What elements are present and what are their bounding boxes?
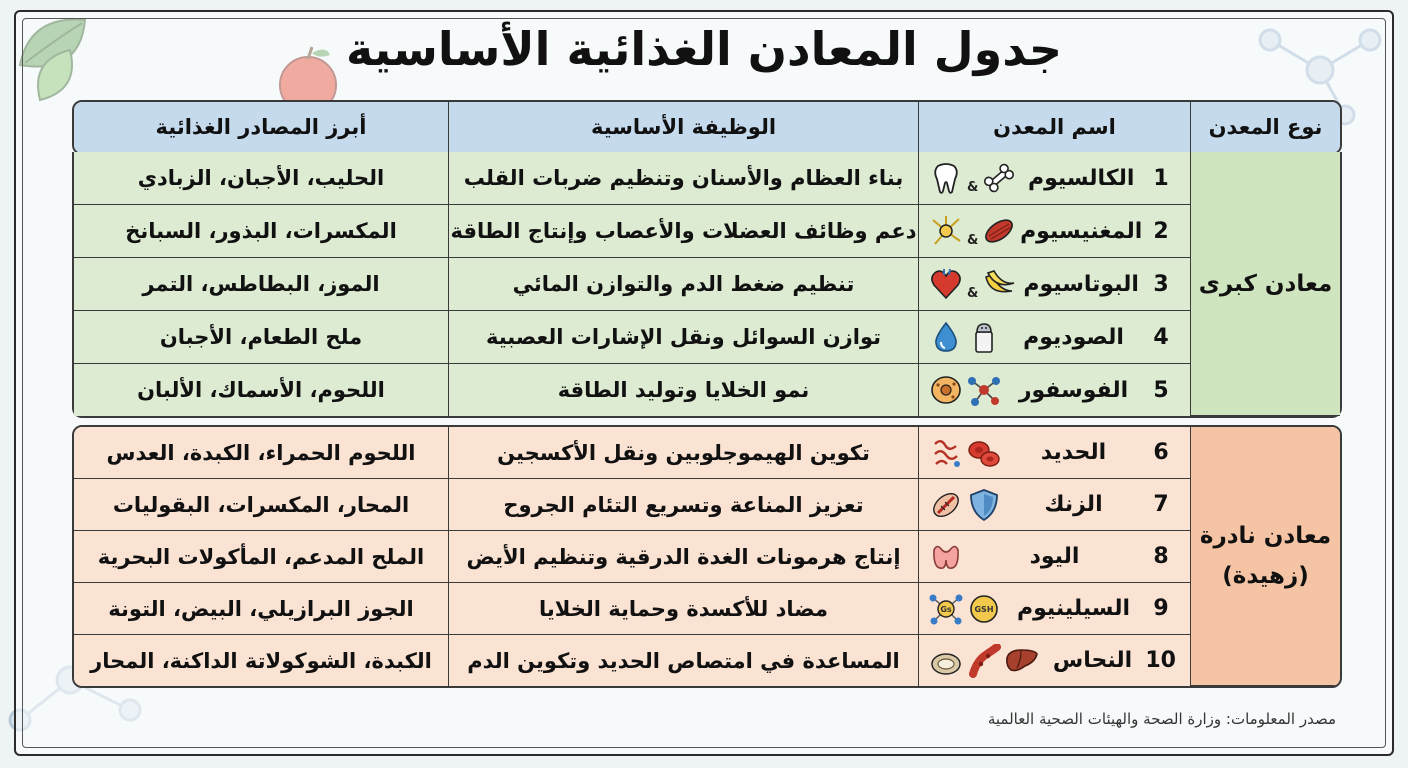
cell-icon xyxy=(929,373,963,407)
mineral-number: 6 xyxy=(1153,440,1169,465)
header-type: نوع المعدن xyxy=(1190,102,1340,153)
mineral-name-cell xyxy=(918,531,1190,583)
mineral-sources: المكسرات، البذور، السبانخ xyxy=(74,205,448,258)
mineral-number: 8 xyxy=(1153,544,1169,569)
mineral-icons xyxy=(929,488,1001,522)
mineral-name-cell xyxy=(918,258,1190,311)
mineral-icons xyxy=(929,373,1001,407)
header-sources: أبرز المصادر الغذائية xyxy=(74,102,448,153)
svg-text:GSH: GSH xyxy=(974,604,994,614)
mineral-function: تنظيم ضغط الدم والتوازن المائي xyxy=(448,258,918,311)
mineral-function: تعزيز المناعة وتسريع التئام الجروح xyxy=(448,479,918,531)
hemoglobin-icon xyxy=(929,436,963,470)
tooth-icon xyxy=(929,161,963,195)
mineral-name-cell xyxy=(918,311,1190,364)
ampersand: & xyxy=(967,180,979,195)
table-row xyxy=(74,205,1340,258)
heart-icon xyxy=(929,267,963,301)
table-row xyxy=(74,531,1340,583)
mineral-icons xyxy=(929,267,1016,301)
mineral-sources: الموز، البطاطس، التمر xyxy=(74,258,448,311)
mineral-number: 4 xyxy=(1153,324,1169,350)
mineral-number: 9 xyxy=(1153,596,1169,621)
table-row xyxy=(74,152,1340,205)
gs-molecule-icon xyxy=(929,592,963,626)
neuron-icon xyxy=(929,214,963,248)
banana-icon xyxy=(982,267,1016,301)
mineral-function: توازن السوائل ونقل الإشارات العصبية xyxy=(448,311,918,364)
gsh-molecule-icon xyxy=(967,592,1001,626)
mineral-function: إنتاج هرمونات الغدة الدرقية وتنظيم الأيض xyxy=(448,531,918,583)
mineral-name: الكالسيوم xyxy=(1027,165,1135,191)
table-row xyxy=(74,311,1340,364)
mineral-sources: اللحوم، الأسماك، الألبان xyxy=(74,364,448,416)
mineral-name-cell xyxy=(918,152,1190,205)
mineral-number: 1 xyxy=(1153,165,1169,191)
mineral-name-cell xyxy=(918,583,1190,635)
table-row xyxy=(74,583,1340,635)
source-note: مصدر المعلومات: وزارة الصحة والهيئات الصحية العالمية xyxy=(987,710,1336,728)
mineral-name: البوتاسيوم xyxy=(1023,271,1139,297)
header-function: الوظيفة الأساسية xyxy=(448,102,918,153)
mineral-sources: ملح الطعام، الأجبان xyxy=(74,311,448,364)
mineral-name: الصوديوم xyxy=(1023,324,1124,350)
mineral-name-cell xyxy=(918,635,1190,686)
table-row xyxy=(74,258,1340,311)
mineral-name: اليود xyxy=(1029,544,1080,569)
mineral-icons xyxy=(929,644,1039,678)
mineral-sources: الحليب، الأجبان، الزبادي xyxy=(74,152,448,205)
mineral-function: بناء العظام والأسنان وتنظيم ضربات القلب xyxy=(448,152,918,205)
trace-minerals-table xyxy=(72,425,1342,688)
mineral-sources: المحار، المكسرات، البقوليات xyxy=(74,479,448,531)
wound-icon xyxy=(929,488,963,522)
mineral-number: 7 xyxy=(1153,492,1169,517)
table-header xyxy=(72,100,1342,155)
mineral-name-cell xyxy=(918,205,1190,258)
blood-vessel-icon xyxy=(967,644,1001,678)
table-row xyxy=(74,364,1340,416)
shield-icon xyxy=(967,488,1001,522)
mineral-name: الزنك xyxy=(1044,492,1103,517)
mineral-name-cell xyxy=(918,427,1190,479)
mineral-name-cell xyxy=(918,479,1190,531)
oyster-icon xyxy=(929,644,963,678)
mineral-function: دعم وظائف العضلات والأعصاب وإنتاج الطاقة xyxy=(448,205,918,258)
mineral-type-major: معادن كبرى xyxy=(1190,152,1340,416)
mineral-sources: الملح المدعم، المأكولات البحرية xyxy=(74,531,448,583)
mineral-function: نمو الخلايا وتوليد الطاقة xyxy=(448,364,918,416)
mineral-icons xyxy=(929,214,1016,248)
header-name: اسم المعدن xyxy=(918,102,1190,153)
mineral-number: 10 xyxy=(1145,648,1176,673)
mineral-number: 5 xyxy=(1153,377,1169,403)
thyroid-icon xyxy=(929,540,963,574)
table-row xyxy=(74,479,1340,531)
liver-icon xyxy=(1005,644,1039,678)
ampersand: & xyxy=(967,233,979,248)
mineral-type-trace: معادن نادرة (زهيدة) xyxy=(1190,427,1340,686)
mineral-icons xyxy=(929,592,1001,626)
ampersand: & xyxy=(967,286,979,301)
table-row xyxy=(74,635,1340,686)
mineral-name-cell xyxy=(918,364,1190,416)
mineral-name: السيلينيوم xyxy=(1016,596,1130,621)
water-drop-icon xyxy=(929,320,963,354)
mineral-sources: اللحوم الحمراء، الكبدة، العدس xyxy=(74,427,448,479)
red-blood-cells-icon xyxy=(967,436,1001,470)
svg-text:Gs: Gs xyxy=(940,604,952,614)
mineral-icons xyxy=(929,436,1001,470)
mineral-function: مضاد للأكسدة وحماية الخلايا xyxy=(448,583,918,635)
mineral-icons xyxy=(929,161,1016,195)
mineral-name: المغنيسيوم xyxy=(1020,218,1143,244)
mineral-name: الحديد xyxy=(1040,440,1107,465)
mineral-function: تكوين الهيموجلوبين ونقل الأكسجين xyxy=(448,427,918,479)
mineral-sources: الكبدة، الشوكولاتة الداكنة، المحار xyxy=(74,635,448,686)
page-title: جدول المعادن الغذائية الأساسية xyxy=(346,22,1062,76)
mineral-icons xyxy=(929,540,963,574)
mineral-sources: الجوز البرازيلي، البيض، التونة xyxy=(74,583,448,635)
mineral-function: المساعدة في امتصاص الحديد وتكوين الدم xyxy=(448,635,918,686)
mineral-number: 2 xyxy=(1153,218,1169,244)
mineral-icons xyxy=(929,320,1001,354)
table-row xyxy=(74,427,1340,479)
mineral-name: النحاس xyxy=(1052,648,1133,673)
major-minerals-table xyxy=(72,152,1342,418)
mineral-number: 3 xyxy=(1153,271,1169,297)
muscle-icon xyxy=(982,214,1016,248)
bone-icon xyxy=(982,161,1016,195)
salt-shaker-icon xyxy=(967,320,1001,354)
molecule-icon xyxy=(967,373,1001,407)
mineral-name: الفوسفور xyxy=(1018,377,1129,403)
